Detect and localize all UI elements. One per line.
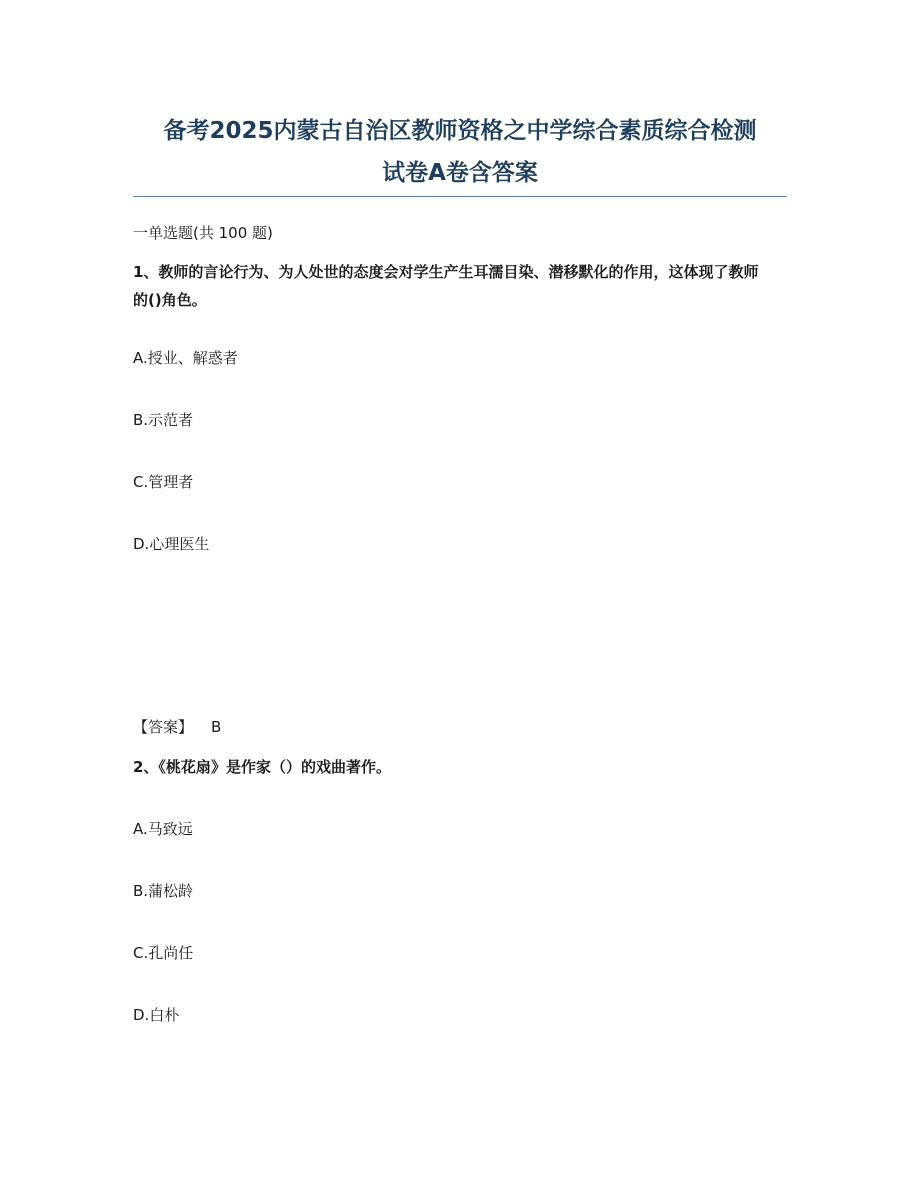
answer-value: B	[211, 718, 222, 736]
title-line-1: 备考2025内蒙古自治区教师资格之中学综合素质综合检测	[163, 118, 757, 144]
title-line-2: 试卷A卷含答案	[382, 160, 538, 186]
answer-label: 【答案】	[133, 718, 194, 736]
question-2-option-c: C.孔尚任	[133, 944, 194, 962]
question-1-option-d: D.心理医生	[133, 535, 210, 553]
question-2-option-b: B.蒲松龄	[133, 882, 194, 900]
question-2-option-a: A.马致远	[133, 820, 193, 838]
question-1-option-b: B.示范者	[133, 411, 194, 429]
question-1-answer	[133, 713, 221, 741]
question-1-option-c: C.管理者	[133, 473, 194, 491]
section-label: 一单选题(共 100 题)	[133, 224, 273, 242]
title-divider	[133, 196, 787, 197]
document-title	[133, 110, 787, 194]
question-1-option-a: A.授业、解惑者	[133, 349, 238, 367]
question-2-option-d: D.白朴	[133, 1006, 180, 1024]
question-1-stem: 1、教师的言论行为、为人处世的态度会对学生产生耳濡目染、潜移默化的作用，这体现了教师的()角色。	[133, 263, 759, 309]
question-2-stem: 2、《桃花扇》是作家（）的戏曲著作。	[133, 758, 391, 776]
